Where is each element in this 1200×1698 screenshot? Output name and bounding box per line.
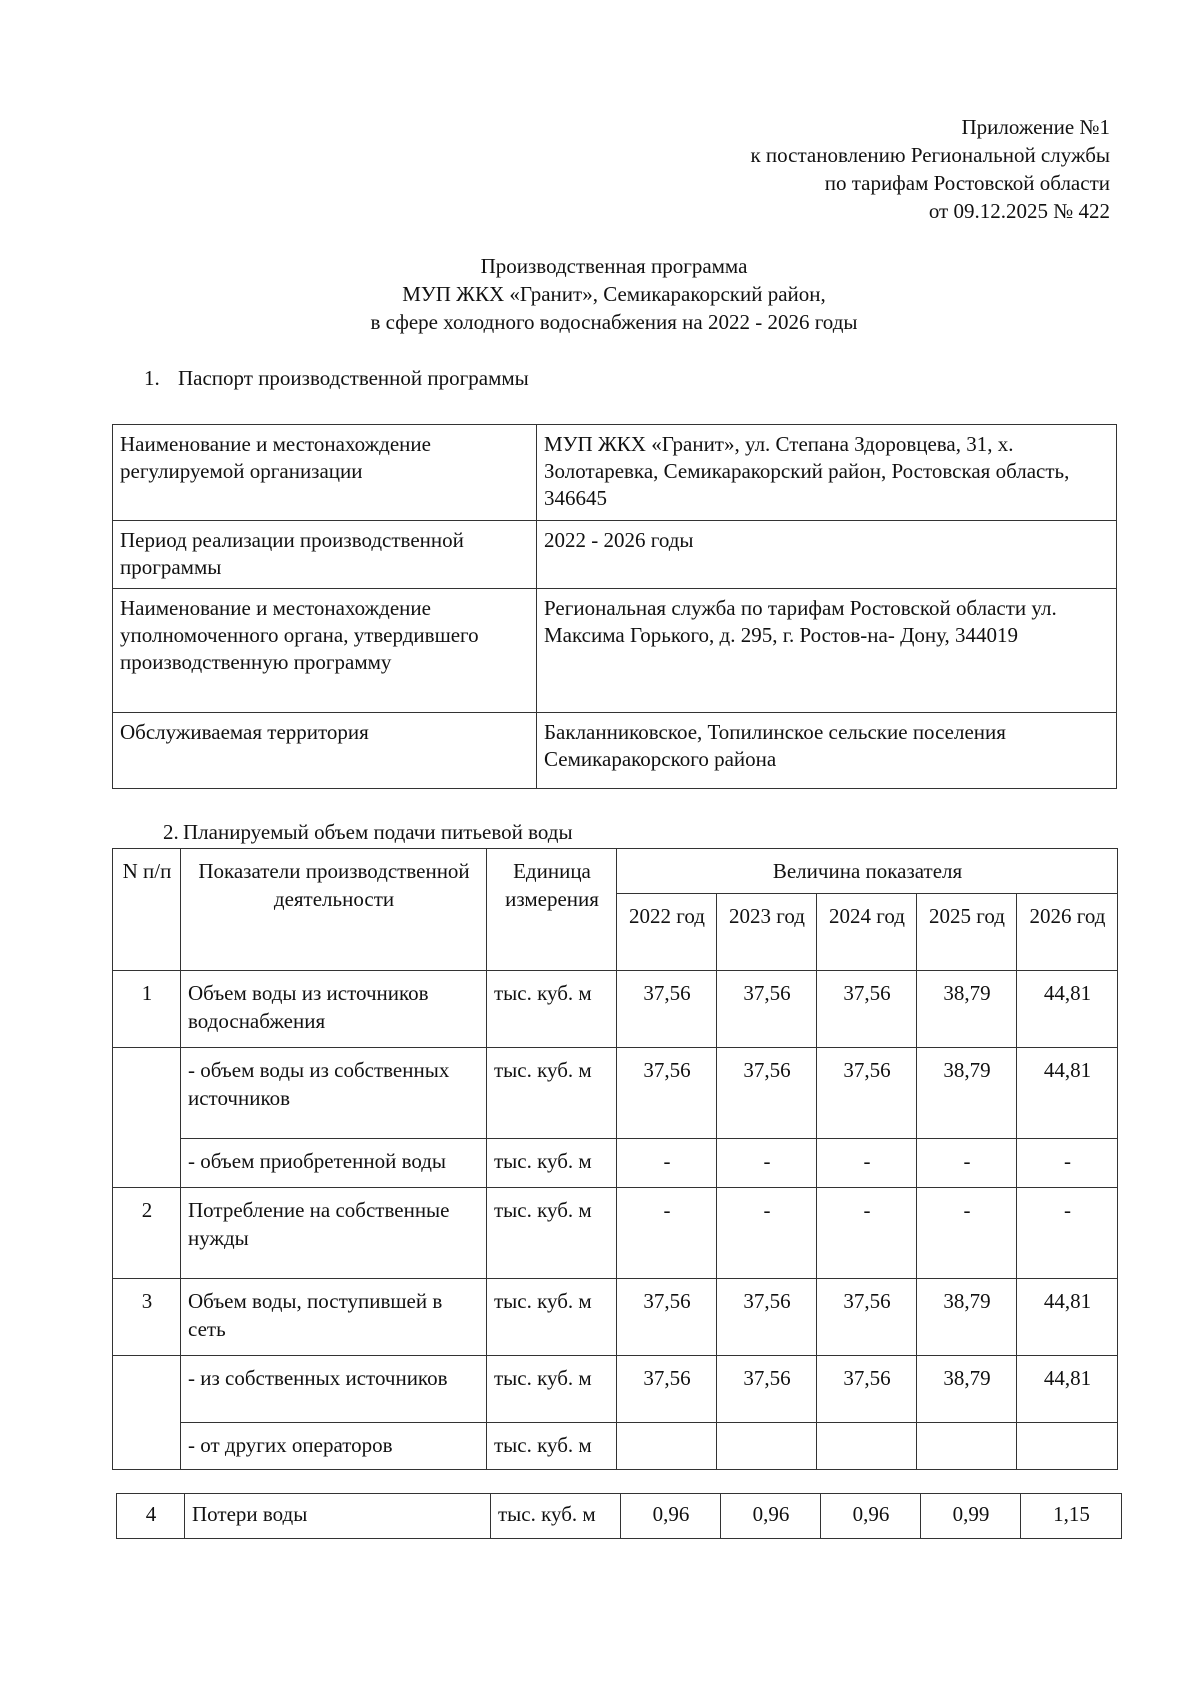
water-volume-table (112, 848, 1118, 1470)
appendix-line: по тарифам Ростовской области (824, 171, 1110, 195)
table-row (113, 1139, 1118, 1188)
header-num: N п/п (113, 849, 181, 971)
row-value: 37,56 (817, 1048, 917, 1139)
table-row (113, 1188, 1118, 1279)
row-indicator: Потребление на собственные нужды (181, 1188, 487, 1279)
section-2-heading (163, 818, 573, 846)
row-value: - (1017, 1188, 1118, 1279)
row-value: 37,56 (617, 971, 717, 1048)
row-value: - (917, 1188, 1017, 1279)
row-value: 37,56 (817, 1279, 917, 1356)
appendix-line: к постановлению Региональной службы (750, 143, 1110, 167)
passport-label: Наименование и местонахождение регулируемой организации (113, 425, 537, 521)
row-unit: тыс. куб. м (487, 971, 617, 1048)
row-value: - (1017, 1139, 1118, 1188)
row-indicator: - от других операторов (181, 1423, 487, 1470)
row-value: 0,99 (921, 1494, 1021, 1539)
passport-label: Наименование и местонахождение уполномоченного органа, утвердившего производственную программу (113, 589, 537, 713)
row-unit: тыс. куб. м (487, 1356, 617, 1423)
section-title: Планируемый объем подачи питьевой воды (183, 820, 573, 844)
row-value: 0,96 (721, 1494, 821, 1539)
row-indicator: - объем приобретенной воды (181, 1139, 487, 1188)
row-value: 44,81 (1017, 1279, 1118, 1356)
appendix-reference (750, 113, 1110, 225)
row-value (717, 1423, 817, 1470)
row-value: - (617, 1139, 717, 1188)
table-row (113, 1423, 1118, 1470)
title-line: в сфере холодного водоснабжения на 2022 - 2026 годы (370, 310, 858, 334)
header-unit: Единица измерения (487, 849, 617, 971)
passport-label: Обслуживаемая территория (113, 713, 537, 789)
row-value: 37,56 (617, 1279, 717, 1356)
row-num: 2 (113, 1188, 181, 1279)
water-loss-table (116, 1493, 1122, 1539)
title-line: МУП ЖКХ «Гранит», Семикаракорский район, (402, 282, 826, 306)
row-value: 44,81 (1017, 1048, 1118, 1139)
table-header-row (113, 849, 1118, 894)
row-value: 1,15 (1021, 1494, 1122, 1539)
row-value: 38,79 (917, 971, 1017, 1048)
row-unit: тыс. куб. м (487, 1423, 617, 1470)
row-value: 44,81 (1017, 971, 1118, 1048)
table-row (113, 1356, 1118, 1423)
title-line: Производственная программа (480, 254, 748, 278)
header-year: 2023 год (717, 894, 817, 971)
row-num (113, 1048, 181, 1188)
row-value: - (817, 1139, 917, 1188)
table-row (113, 425, 1117, 521)
section-number: 2. (163, 820, 179, 844)
row-indicator: - объем воды из собственных источников (181, 1048, 487, 1139)
table-row (113, 521, 1117, 589)
header-year: 2025 год (917, 894, 1017, 971)
passport-value: Бакланниковское, Топилинское сельские поселения Семикаракорского района (537, 713, 1117, 789)
row-value: - (717, 1188, 817, 1279)
row-unit: тыс. куб. м (487, 1048, 617, 1139)
row-value (1017, 1423, 1118, 1470)
table-row (113, 713, 1117, 789)
row-value: - (717, 1139, 817, 1188)
row-value: 37,56 (717, 1048, 817, 1139)
row-value: 37,56 (617, 1356, 717, 1423)
row-value: 37,56 (817, 971, 917, 1048)
row-indicator: - из собственных источников (181, 1356, 487, 1423)
row-value: - (917, 1139, 1017, 1188)
header-year: 2024 год (817, 894, 917, 971)
row-unit: тыс. куб. м (491, 1494, 621, 1539)
passport-value: 2022 - 2026 годы (537, 521, 1117, 589)
row-value (817, 1423, 917, 1470)
row-num: 1 (113, 971, 181, 1048)
passport-value: Региональная служба по тарифам Ростовской области ул. Максима Горького, д. 295, г. Ростов-на- Дону, 344019 (537, 589, 1117, 713)
appendix-line: Приложение №1 (961, 115, 1110, 139)
row-unit: тыс. куб. м (487, 1188, 617, 1279)
row-unit: тыс. куб. м (487, 1279, 617, 1356)
row-num: 4 (117, 1494, 185, 1539)
row-indicator: Объем воды, поступившей в сеть (181, 1279, 487, 1356)
row-value: 37,56 (717, 971, 817, 1048)
header-year: 2022 год (617, 894, 717, 971)
document-title (0, 252, 1200, 336)
row-value: 0,96 (821, 1494, 921, 1539)
row-value (617, 1423, 717, 1470)
row-value: 38,79 (917, 1048, 1017, 1139)
row-unit: тыс. куб. м (487, 1139, 617, 1188)
section-number: 1. (144, 366, 160, 390)
row-value: - (817, 1188, 917, 1279)
row-indicator: Потери воды (185, 1494, 491, 1539)
row-value: 37,56 (717, 1279, 817, 1356)
row-value: 38,79 (917, 1279, 1017, 1356)
header-year: 2026 год (1017, 894, 1118, 971)
table-row (113, 1279, 1118, 1356)
table-row (113, 1048, 1118, 1139)
row-value: 0,96 (621, 1494, 721, 1539)
table-row (113, 971, 1118, 1048)
row-value (917, 1423, 1017, 1470)
section-1-heading (144, 364, 529, 392)
row-num (113, 1356, 181, 1470)
passport-value: МУП ЖКХ «Гранит», ул. Степана Здоровцева, 31, х. Золотаревка, Семикаракорский район, Ростовская область, 346645 (537, 425, 1117, 521)
row-value: 44,81 (1017, 1356, 1118, 1423)
row-num: 3 (113, 1279, 181, 1356)
row-indicator: Объем воды из источников водоснабжения (181, 971, 487, 1048)
row-value: 37,56 (617, 1048, 717, 1139)
table-row (113, 589, 1117, 713)
row-value: 38,79 (917, 1356, 1017, 1423)
passport-label: Период реализации производственной программы (113, 521, 537, 589)
header-value: Величина показателя (617, 849, 1118, 894)
header-indicator: Показатели производственной деятельности (181, 849, 487, 971)
row-value: 37,56 (717, 1356, 817, 1423)
row-value: 37,56 (817, 1356, 917, 1423)
passport-table (112, 424, 1117, 789)
table-row (117, 1494, 1122, 1539)
row-value: - (617, 1188, 717, 1279)
appendix-line: от 09.12.2025 № 422 (928, 199, 1110, 223)
section-title: Паспорт производственной программы (178, 366, 529, 390)
